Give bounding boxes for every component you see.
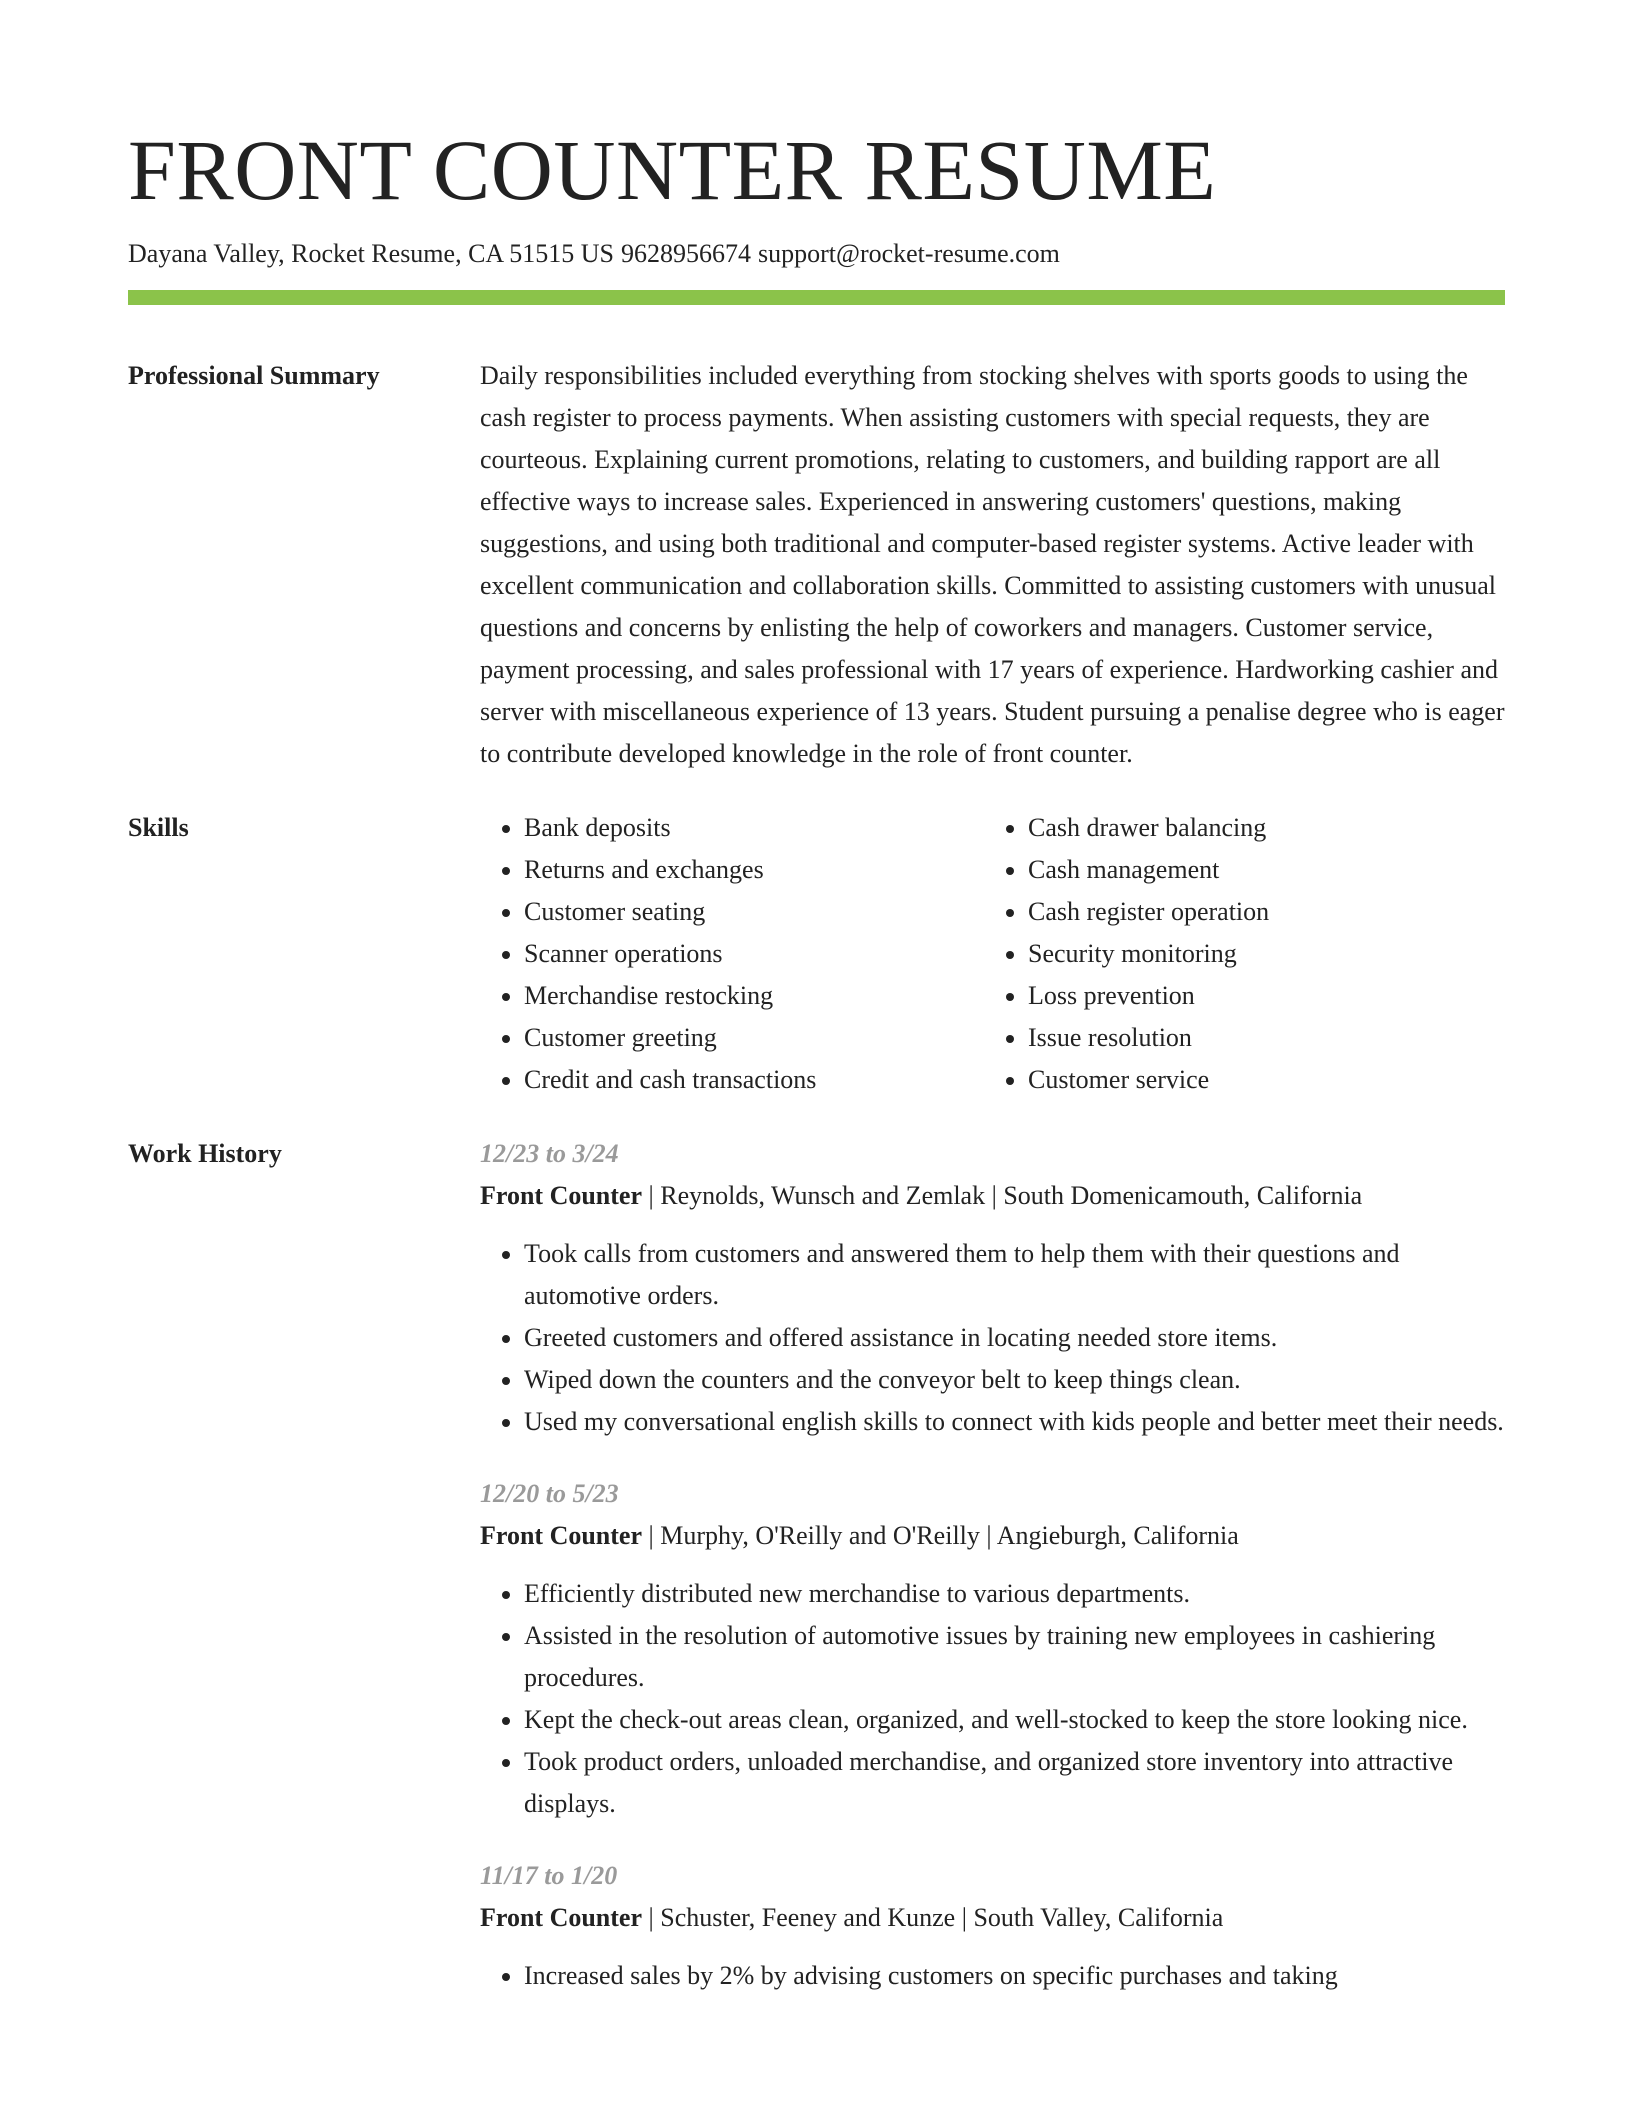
header-divider bbox=[128, 290, 1505, 305]
job-location: Angieburgh, California bbox=[996, 1521, 1239, 1550]
job-title: Front Counter bbox=[480, 1521, 643, 1550]
contact-email: support@rocket-resume.com bbox=[758, 239, 1060, 268]
contact-line bbox=[128, 238, 1505, 270]
skill-item: • Customer service bbox=[1028, 1059, 1488, 1101]
job-bullets bbox=[480, 1573, 1505, 1825]
skill-item: • Cash register operation bbox=[1028, 891, 1488, 933]
skills-list-right bbox=[984, 807, 1488, 1101]
work-history-section bbox=[128, 1133, 1505, 2027]
job-dates: 12/20 to 5/23 bbox=[480, 1479, 619, 1508]
job-bullet: • Greeted customers and offered assistance in locating needed store items. bbox=[524, 1317, 1505, 1359]
job-bullet: • Used my conversational english skills to connect with kids people and better meet their needs. bbox=[524, 1401, 1505, 1443]
job-entry bbox=[480, 1473, 1505, 1825]
skills-list-left bbox=[480, 807, 984, 1101]
skills-grid bbox=[480, 807, 1505, 1101]
skill-item: • Issue resolution bbox=[1028, 1017, 1488, 1059]
separator: | bbox=[648, 1181, 654, 1210]
resume-page bbox=[128, 118, 1505, 2027]
skill-item: • Scanner operations bbox=[524, 933, 984, 975]
job-location: South Domenicamouth, California bbox=[1003, 1181, 1363, 1210]
skills-section bbox=[128, 807, 1505, 1101]
section-label-summary: Professional Summary bbox=[128, 361, 380, 390]
job-entry bbox=[480, 1133, 1505, 1443]
separator: | bbox=[648, 1521, 654, 1550]
professional-summary-section bbox=[128, 355, 1505, 775]
job-heading bbox=[480, 1515, 1505, 1557]
separator: | bbox=[961, 1903, 967, 1932]
summary-text: Daily responsibilities included everything from stocking shelves with sports goods to using the cash register to process payments. When assisting customers with special requests, they are courteous. Explaining current promotions, relating to customers, and building rapport are all effective ways to increase sales. Experienced in answering customers' questions, making suggestions, and using both traditional and computer-based register systems. Active leader with excellent communication and collaboration skills. Committed to assisting customers with unusual questions and concerns by enlisting the help of coworkers and managers. Customer service, payment processing, and sales professional with 17 years of experience. Hardworking cashier and server with miscellaneous experience of 13 years. Student pursuing a penalise degree who is eager to contribute developed knowledge in the role of front counter. bbox=[480, 361, 1505, 768]
job-heading bbox=[480, 1175, 1505, 1217]
job-company: Reynolds, Wunsch and Zemlak bbox=[660, 1181, 986, 1210]
skill-item: • Customer seating bbox=[524, 891, 984, 933]
skill-item: • Customer greeting bbox=[524, 1017, 984, 1059]
job-bullet: • Took calls from customers and answered them to help them with their questions and automotive orders. bbox=[524, 1233, 1505, 1317]
separator: | bbox=[991, 1181, 997, 1210]
job-bullet: • Increased sales by 2% by advising customers on specific purchases and taking bbox=[524, 1955, 1505, 1997]
job-bullet: • Efficiently distributed new merchandise to various departments. bbox=[524, 1573, 1505, 1615]
job-title: Front Counter bbox=[480, 1181, 643, 1210]
skill-item: • Returns and exchanges bbox=[524, 849, 984, 891]
job-bullet: • Assisted in the resolution of automotive issues by training new employees in cashiering procedures. bbox=[524, 1615, 1505, 1699]
separator: | bbox=[648, 1903, 654, 1932]
skill-item: • Loss prevention bbox=[1028, 975, 1488, 1017]
job-dates: 12/23 to 3/24 bbox=[480, 1139, 619, 1168]
skill-item: • Security monitoring bbox=[1028, 933, 1488, 975]
job-dates: 11/17 to 1/20 bbox=[480, 1861, 618, 1890]
job-bullet: • Took product orders, unloaded merchandise, and organized store inventory into attractive displays. bbox=[524, 1741, 1505, 1825]
job-bullets bbox=[480, 1233, 1505, 1443]
contact-address: Dayana Valley, Rocket Resume, CA 51515 US bbox=[128, 239, 614, 268]
skill-item: • Cash management bbox=[1028, 849, 1488, 891]
skill-item: • Credit and cash transactions bbox=[524, 1059, 984, 1101]
job-heading bbox=[480, 1897, 1505, 1939]
jobs-list bbox=[480, 1133, 1505, 2027]
job-bullet: • Wiped down the counters and the conveyor belt to keep things clean. bbox=[524, 1359, 1505, 1401]
skill-item: • Cash drawer balancing bbox=[1028, 807, 1488, 849]
contact-phone: 9628956674 bbox=[621, 239, 751, 268]
job-location: South Valley, California bbox=[973, 1903, 1224, 1932]
job-entry bbox=[480, 1855, 1505, 1997]
job-bullet: • Kept the check-out areas clean, organized, and well-stocked to keep the store looking nice. bbox=[524, 1699, 1505, 1741]
skill-item: • Bank deposits bbox=[524, 807, 984, 849]
separator: | bbox=[986, 1521, 992, 1550]
section-label-skills: Skills bbox=[128, 813, 189, 842]
job-company: Schuster, Feeney and Kunze bbox=[660, 1903, 956, 1932]
skill-item: • Merchandise restocking bbox=[524, 975, 984, 1017]
section-label-work-history: Work History bbox=[128, 1139, 282, 1168]
job-bullets bbox=[480, 1955, 1505, 1997]
job-title: Front Counter bbox=[480, 1903, 643, 1932]
job-company: Murphy, O'Reilly and O'Reilly bbox=[660, 1521, 980, 1550]
resume-title: FRONT COUNTER RESUME bbox=[128, 122, 1217, 218]
